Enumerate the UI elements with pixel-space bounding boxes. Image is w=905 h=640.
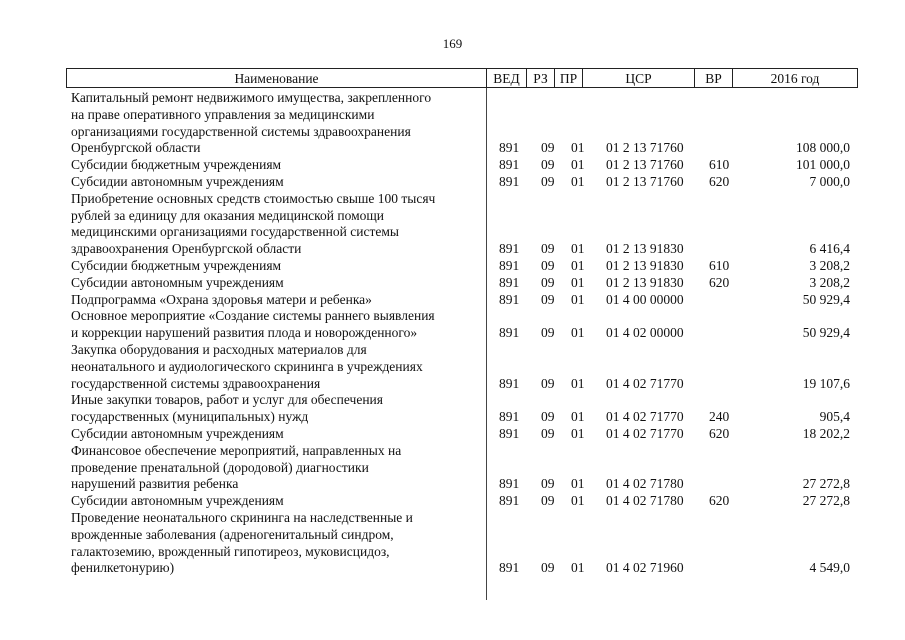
- row-name-line: Субсидии автономным учреждениям: [71, 274, 284, 290]
- cell-amount: 108 000,0: [796, 140, 850, 156]
- cell-pr: 01: [571, 493, 585, 509]
- row-name-line: Проведение неонатального скрининга на наследственные и: [71, 509, 413, 525]
- cell-ved: 891: [499, 493, 520, 509]
- cell-rz: 09: [541, 140, 555, 156]
- header-ved: ВЕД: [487, 69, 527, 87]
- row-name-line: Субсидии автономным учреждениям: [71, 425, 284, 441]
- cell-amount: 905,4: [819, 409, 850, 425]
- row-name-line: рублей за единицу для оказания медицинской помощи: [71, 207, 385, 223]
- cell-rz: 09: [541, 325, 555, 341]
- cell-ved: 891: [499, 173, 520, 189]
- row-name-line: Субсидии бюджетным учреждениям: [71, 257, 282, 273]
- row-name-line: Подпрограмма «Охрана здоровья матери и ребенка»: [71, 291, 372, 307]
- row-name-line: Субсидии автономным учреждениям: [71, 493, 284, 509]
- table-row: [0, 292, 905, 309]
- row-name: [71, 157, 486, 174]
- cell-pr: 01: [571, 560, 585, 576]
- cell-pr: 01: [571, 140, 585, 156]
- table-row: [0, 392, 905, 426]
- row-name-line: государственных (муниципальных) нужд: [71, 409, 309, 425]
- row-name-line: проведение пренатальной (дородовой) диагностики: [71, 459, 369, 475]
- cell-rz: 09: [541, 560, 555, 576]
- header-pr: ПР: [555, 69, 583, 87]
- row-name-line: Основное мероприятие «Создание системы раннего выявления: [71, 308, 435, 324]
- cell-csr: 01 4 02 71960: [606, 560, 684, 576]
- cell-ved: 891: [499, 325, 520, 341]
- cell-rz: 09: [541, 425, 555, 441]
- cell-pr: 01: [571, 173, 585, 189]
- row-name-line: и коррекции нарушений развития плода и новорожденного»: [71, 325, 418, 341]
- cell-pr: 01: [571, 409, 585, 425]
- row-name-line: Финансовое обеспечение мероприятий, направленных на: [71, 442, 402, 458]
- cell-amount: 50 929,4: [802, 325, 850, 341]
- cell-amount: 3 208,2: [809, 257, 850, 273]
- row-name: [71, 90, 486, 157]
- row-name: [71, 342, 486, 392]
- table-row: [0, 510, 905, 577]
- table-row: [0, 443, 905, 493]
- table-row: [0, 174, 905, 191]
- cell-pr: 01: [571, 241, 585, 257]
- header-vr: ВР: [695, 69, 733, 87]
- cell-csr: 01 4 00 00000: [606, 291, 684, 307]
- cell-ved: 891: [499, 274, 520, 290]
- cell-rz: 09: [541, 375, 555, 391]
- row-name-line: фенилкетонурию): [71, 560, 175, 576]
- cell-csr: 01 4 02 71770: [606, 409, 684, 425]
- cell-vr: 620: [709, 173, 730, 189]
- cell-pr: 01: [571, 291, 585, 307]
- table-row: [0, 157, 905, 174]
- row-name: [71, 191, 486, 258]
- cell-amount: 6 416,4: [809, 241, 850, 257]
- cell-rz: 09: [541, 274, 555, 290]
- row-name: [71, 292, 486, 309]
- cell-pr: 01: [571, 375, 585, 391]
- table-row: [0, 426, 905, 443]
- cell-ved: 891: [499, 241, 520, 257]
- cell-ved: 891: [499, 257, 520, 273]
- cell-amount: 50 929,4: [802, 291, 850, 307]
- cell-amount: 18 202,2: [802, 425, 850, 441]
- cell-ved: 891: [499, 425, 520, 441]
- table-body: [0, 90, 905, 577]
- cell-csr: 01 4 02 71780: [606, 493, 684, 509]
- cell-rz: 09: [541, 241, 555, 257]
- table-row: [0, 275, 905, 292]
- cell-amount: 7 000,0: [809, 173, 850, 189]
- row-name-line: организациями государственной системы здравоохранения: [71, 123, 411, 139]
- table-row: [0, 342, 905, 392]
- cell-csr: 01 2 13 71760: [606, 157, 684, 173]
- row-name-line: галактоземию, врожденный гипотиреоз, муковисцидоз,: [71, 543, 390, 559]
- cell-amount: 19 107,6: [802, 375, 850, 391]
- cell-vr: 610: [709, 257, 730, 273]
- cell-pr: 01: [571, 325, 585, 341]
- table-row: [0, 308, 905, 342]
- page-number: 169: [442, 36, 463, 51]
- header-rz: РЗ: [527, 69, 555, 87]
- cell-rz: 09: [541, 476, 555, 492]
- cell-amount: 101 000,0: [796, 157, 850, 173]
- cell-ved: 891: [499, 560, 520, 576]
- header-year: 2016 год: [770, 71, 820, 86]
- row-name: [71, 426, 486, 443]
- cell-ved: 891: [499, 291, 520, 307]
- row-name-line: Приобретение основных средств стоимостью свыше 100 тысяч: [71, 190, 436, 206]
- cell-rz: 09: [541, 493, 555, 509]
- cell-csr: 01 2 13 91830: [606, 274, 684, 290]
- cell-ved: 891: [499, 409, 520, 425]
- row-name: [71, 443, 486, 493]
- row-name-line: неонатального и аудиологического скрининга в учреждениях: [71, 358, 423, 374]
- cell-vr: 610: [709, 157, 730, 173]
- row-name: [71, 275, 486, 292]
- cell-rz: 09: [541, 257, 555, 273]
- row-name-line: на праве оперативного управления за медицинскими: [71, 106, 375, 122]
- table-row: [0, 258, 905, 275]
- row-name: [71, 392, 486, 426]
- row-name-line: врожденные заболевания (адреногенитальный синдром,: [71, 526, 394, 542]
- cell-vr: 620: [709, 425, 730, 441]
- cell-ved: 891: [499, 375, 520, 391]
- cell-csr: 01 4 02 00000: [606, 325, 684, 341]
- cell-ved: 891: [499, 476, 520, 492]
- row-name-line: Субсидии автономным учреждениям: [71, 173, 284, 189]
- cell-rz: 09: [541, 157, 555, 173]
- cell-csr: 01 2 13 91830: [606, 257, 684, 273]
- cell-pr: 01: [571, 274, 585, 290]
- cell-vr: 240: [709, 409, 730, 425]
- cell-amount: 3 208,2: [809, 274, 850, 290]
- row-name-line: медицинскими организациями государственной системы: [71, 224, 399, 240]
- row-name-line: Оренбургской области: [71, 140, 201, 156]
- row-name: [71, 258, 486, 275]
- cell-pr: 01: [571, 425, 585, 441]
- cell-csr: 01 2 13 71760: [606, 140, 684, 156]
- cell-csr: 01 4 02 71780: [606, 476, 684, 492]
- cell-ved: 891: [499, 140, 520, 156]
- cell-vr: 620: [709, 493, 730, 509]
- row-name-line: государственной системы здравоохранения: [71, 375, 321, 391]
- cell-csr: 01 4 02 71770: [606, 375, 684, 391]
- cell-csr: 01 2 13 91830: [606, 241, 684, 257]
- cell-vr: 620: [709, 274, 730, 290]
- cell-rz: 09: [541, 173, 555, 189]
- table-row: [0, 191, 905, 258]
- cell-rz: 09: [541, 291, 555, 307]
- cell-pr: 01: [571, 257, 585, 273]
- row-name: [71, 510, 486, 577]
- cell-pr: 01: [571, 157, 585, 173]
- row-name-line: Капитальный ремонт недвижимого имущества, закрепленного: [71, 90, 432, 105]
- cell-amount: 4 549,0: [809, 560, 850, 576]
- row-name-line: нарушений развития ребенка: [71, 476, 239, 492]
- row-name-line: Субсидии бюджетным учреждениям: [71, 157, 282, 173]
- header-name: Наименование: [67, 69, 487, 87]
- table-row: [0, 493, 905, 510]
- cell-pr: 01: [571, 476, 585, 492]
- row-name: [71, 493, 486, 510]
- row-name-line: Закупка оборудования и расходных материалов для: [71, 341, 367, 357]
- row-name: [71, 174, 486, 191]
- table-header: [66, 68, 858, 88]
- row-name-line: Иные закупки товаров, работ и услуг для обеспечения: [71, 392, 383, 408]
- cell-amount: 27 272,8: [802, 476, 850, 492]
- table-row: [0, 90, 905, 157]
- cell-amount: 27 272,8: [802, 493, 850, 509]
- cell-rz: 09: [541, 409, 555, 425]
- cell-csr: 01 2 13 71760: [606, 173, 684, 189]
- cell-ved: 891: [499, 157, 520, 173]
- header-csr: ЦСР: [583, 69, 695, 87]
- cell-csr: 01 4 02 71770: [606, 425, 684, 441]
- row-name: [71, 308, 486, 342]
- row-name-line: здравоохранения Оренбургской области: [71, 241, 302, 257]
